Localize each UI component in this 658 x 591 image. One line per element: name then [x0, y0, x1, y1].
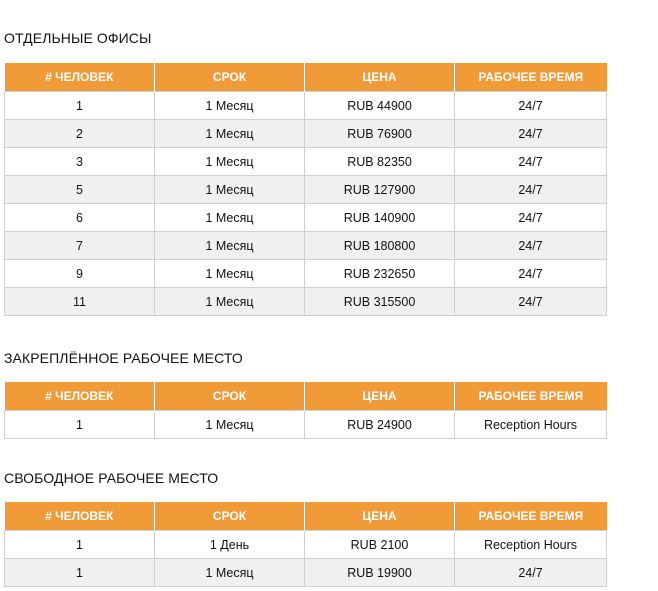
price-table-dedicated-desk: [4, 382, 607, 439]
table-row: [5, 531, 607, 559]
column-header-price: ЦЕНА: [305, 502, 455, 531]
cell-people: 7: [5, 232, 155, 260]
cell-price: RUB 24900: [305, 411, 455, 439]
cell-price: RUB 232650: [305, 260, 455, 288]
cell-term: 1 Месяц: [155, 260, 305, 288]
cell-price: RUB 315500: [305, 288, 455, 316]
cell-term: 1 Месяц: [155, 120, 305, 148]
cell-term: 1 Месяц: [155, 411, 305, 439]
table-row: [5, 204, 607, 232]
column-header-term: СРОК: [155, 382, 305, 411]
table-header-row: [5, 502, 607, 531]
cell-price: RUB 2100: [305, 531, 455, 559]
cell-hours: 24/7: [455, 204, 607, 232]
cell-hours: Reception Hours: [455, 531, 607, 559]
section-title-dedicated-desk: ЗАКРЕПЛЁННОЕ РАБОЧЕЕ МЕСТО: [4, 350, 243, 366]
table-row: [5, 176, 607, 204]
cell-hours: 24/7: [455, 92, 607, 120]
cell-hours: 24/7: [455, 288, 607, 316]
cell-price: RUB 19900: [305, 559, 455, 587]
table-row: [5, 411, 607, 439]
table-row: [5, 232, 607, 260]
table-row: [5, 148, 607, 176]
cell-price: RUB 44900: [305, 92, 455, 120]
table-row: [5, 559, 607, 587]
cell-hours: Reception Hours: [455, 411, 607, 439]
table-row: [5, 120, 607, 148]
table-row: [5, 260, 607, 288]
cell-price: RUB 140900: [305, 204, 455, 232]
cell-term: 1 Месяц: [155, 92, 305, 120]
column-header-hours: РАБОЧЕЕ ВРЕМЯ: [455, 502, 607, 531]
section-title-private-offices: ОТДЕЛЬНЫЕ ОФИСЫ: [4, 30, 152, 46]
cell-price: RUB 180800: [305, 232, 455, 260]
table-header-row: [5, 382, 607, 411]
cell-people: 1: [5, 92, 155, 120]
cell-people: 6: [5, 204, 155, 232]
cell-people: 1: [5, 531, 155, 559]
cell-price: RUB 127900: [305, 176, 455, 204]
column-header-people: # ЧЕЛОВЕК: [5, 382, 155, 411]
section-title-hot-desk: СВОБОДНОЕ РАБОЧЕЕ МЕСТО: [4, 470, 219, 486]
column-header-price: ЦЕНА: [305, 382, 455, 411]
column-header-term: СРОК: [155, 63, 305, 92]
column-header-price: ЦЕНА: [305, 63, 455, 92]
price-table-private-offices: [4, 63, 607, 316]
column-header-term: СРОК: [155, 502, 305, 531]
cell-people: 5: [5, 176, 155, 204]
cell-price: RUB 76900: [305, 120, 455, 148]
cell-hours: 24/7: [455, 232, 607, 260]
price-table-hot-desk: [4, 502, 607, 587]
column-header-people: # ЧЕЛОВЕК: [5, 63, 155, 92]
table-row: [5, 288, 607, 316]
cell-hours: 24/7: [455, 260, 607, 288]
cell-people: 3: [5, 148, 155, 176]
table-row: [5, 92, 607, 120]
cell-hours: 24/7: [455, 148, 607, 176]
cell-term: 1 Месяц: [155, 176, 305, 204]
column-header-hours: РАБОЧЕЕ ВРЕМЯ: [455, 382, 607, 411]
table-header-row: [5, 63, 607, 92]
cell-term: 1 Месяц: [155, 204, 305, 232]
cell-term: 1 День: [155, 531, 305, 559]
cell-term: 1 Месяц: [155, 232, 305, 260]
cell-hours: 24/7: [455, 559, 607, 587]
cell-term: 1 Месяц: [155, 559, 305, 587]
cell-hours: 24/7: [455, 176, 607, 204]
cell-hours: 24/7: [455, 120, 607, 148]
cell-term: 1 Месяц: [155, 288, 305, 316]
cell-people: 11: [5, 288, 155, 316]
cell-people: 1: [5, 411, 155, 439]
cell-price: RUB 82350: [305, 148, 455, 176]
cell-people: 1: [5, 559, 155, 587]
cell-people: 9: [5, 260, 155, 288]
cell-people: 2: [5, 120, 155, 148]
column-header-people: # ЧЕЛОВЕК: [5, 502, 155, 531]
cell-term: 1 Месяц: [155, 148, 305, 176]
column-header-hours: РАБОЧЕЕ ВРЕМЯ: [455, 63, 607, 92]
